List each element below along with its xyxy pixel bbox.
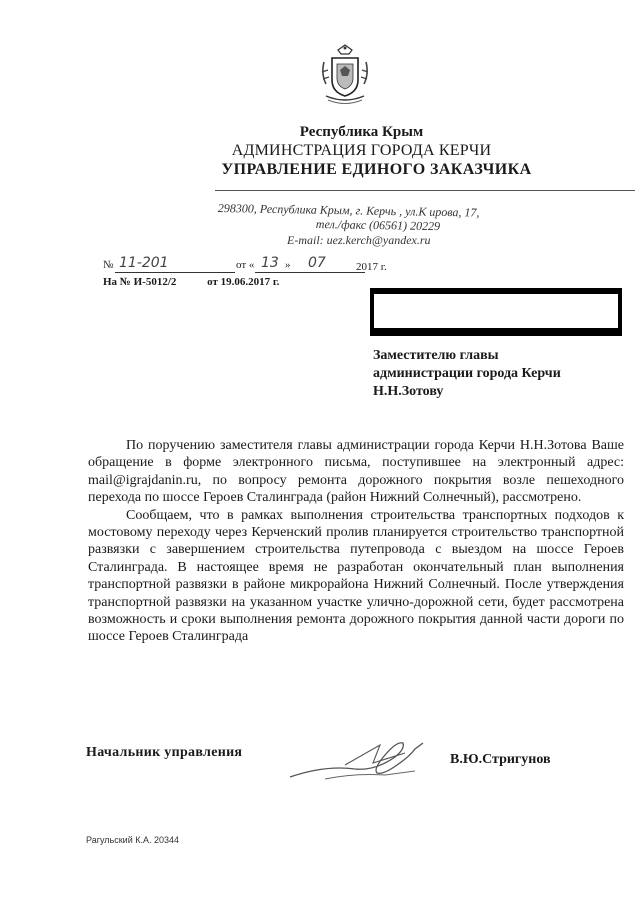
address-line: 298300, Республика Крым, г. Керчь , ул.К ирова, 17, bbox=[217, 201, 480, 220]
recipient-block bbox=[373, 347, 561, 401]
date-year: 2017 г. bbox=[356, 261, 387, 273]
outgoing-number-line: № 11-201 от « 13 » 07 2017 г. bbox=[103, 255, 387, 273]
body-paragraph: По поручению заместителя главы администрации города Керчи Н.Н.Зотова Ваше обращение в форме электронного письма, поступившее на электронный адрес: mail@igrajdanin.ru, по вопросу ремонта дорожного покрытия возле пешеходного перехода по шоссе Героев Сталинграда (район Нижний Солнечный), рассмотрено. bbox=[88, 438, 624, 506]
date-day-handwritten: 13 bbox=[261, 255, 279, 271]
reference-number-line bbox=[103, 276, 279, 288]
date-month-handwritten: 07 bbox=[308, 255, 326, 271]
recipient-position: Заместителю главы bbox=[373, 348, 499, 363]
administration-title: АДМИНСТРАЦИЯ ГОРОДА КЕРЧИ bbox=[231, 142, 492, 159]
handwritten-signature bbox=[285, 735, 435, 785]
signatory-name: В.Ю.Стригунов bbox=[450, 752, 551, 767]
header-divider bbox=[215, 190, 635, 191]
ref-from-label: от bbox=[207, 276, 218, 288]
signatory-title: Начальник управления bbox=[86, 745, 243, 760]
number-handwritten: 11-201 bbox=[119, 255, 169, 271]
phone-fax-line: тел./факс (06561) 20229 bbox=[315, 217, 441, 234]
ref-date: 19.06.2017 г. bbox=[220, 276, 280, 288]
body-paragraph: Сообщаем, что в рамках выполнения строительства транспортных подходов к мостовому переходу через Керченский пролив планируется строительство транспортной развязки с завершением строительства путепровода с выездом на шоссе Героев Сталинграда. В настоящее время не разработан окончательный план выполнения транспортной развязки в районе микрорайона Нижний Солнечный. После утверждения транспортной развязки на указанном участке улично-дорожной сети, будет рассмотрена возможность и сроки выполнения ремонта дорожного покрытия данной части дороги по шоссе Героев Сталинграда bbox=[88, 507, 624, 645]
number-label: № bbox=[103, 259, 114, 271]
coat-of-arms-emblem bbox=[318, 44, 372, 106]
letter-body bbox=[88, 437, 624, 646]
recipient-name: Н.Н.Зотову bbox=[373, 384, 444, 399]
ref-label: На № bbox=[103, 276, 131, 288]
ref-number: И-5012/2 bbox=[133, 276, 177, 288]
department-title: УПРАВЛЕНИЕ ЕДИНОГО ЗАКАЗЧИКА bbox=[221, 161, 532, 178]
redacted-box bbox=[370, 288, 622, 336]
executor-note: Рагульский К.А. 20344 bbox=[86, 835, 180, 845]
recipient-organization: администрации города Керчи bbox=[373, 366, 561, 381]
republic-title: Республика Крым bbox=[299, 124, 424, 140]
date-from-label: от « bbox=[236, 259, 255, 271]
email-line: E-mail: uez.kerch@yandex.ru bbox=[287, 233, 431, 247]
